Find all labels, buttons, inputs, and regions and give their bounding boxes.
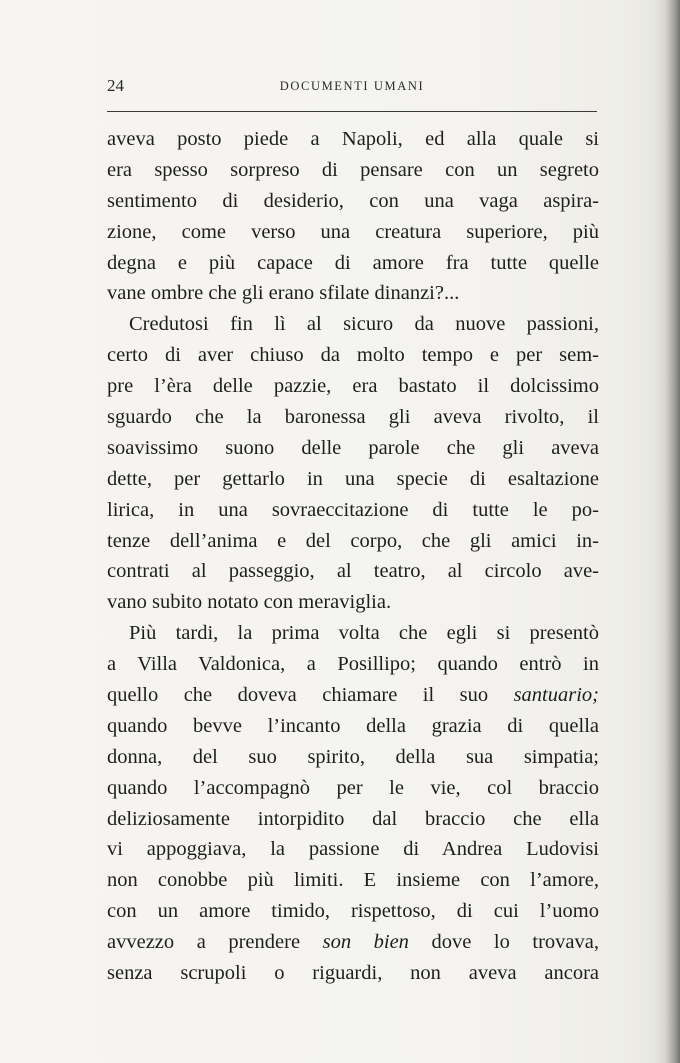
text-line: era spesso sorpreso di pensare con un segreto xyxy=(107,158,599,181)
text-line: Più tardi, la prima volta che egli si presentò xyxy=(129,622,599,645)
text-line: non conobbe più limiti. E insieme con l’amore, xyxy=(107,869,599,892)
text-line: dette, per gettarlo in una specie di esaltazione xyxy=(107,467,599,490)
text-line: vano subito notato con meraviglia. xyxy=(107,591,392,614)
text-line: soavissimo suono delle parole che gli aveva xyxy=(107,436,599,459)
page-number: 24 xyxy=(107,76,124,95)
running-title: DOCUMENTI UMANI xyxy=(279,79,425,93)
text-line: sentimento di desiderio, con una vaga aspira- xyxy=(107,189,599,212)
text-line: certo di aver chiuso da molto tempo e per sem- xyxy=(107,344,599,367)
text-line: zione, come verso una creatura superiore, più xyxy=(107,220,599,243)
text-line: Credutosi fin lì al sicuro da nuove passioni, xyxy=(129,313,599,336)
text-line: contrati al passeggio, al teatro, al circolo ave- xyxy=(107,560,599,583)
text-line: lirica, in una sovraeccitazione di tutte le po- xyxy=(107,498,599,521)
text-line: avvezzo a prendere son bien dove lo trovava, xyxy=(107,931,599,954)
body-text xyxy=(107,124,599,989)
text-line: aveva posto piede a Napoli, ed alla quale si xyxy=(107,128,599,150)
text-line: senza scrupoli o riguardi, non aveva ancora xyxy=(107,962,599,985)
text-line: degna e più capace di amore fra tutte quelle xyxy=(107,251,599,274)
text-line: quando l’accompagnò per le vie, col braccio xyxy=(107,776,599,799)
text-line: sguardo che la baronessa gli aveva rivolto, il xyxy=(107,406,599,429)
book-spine-shadow xyxy=(654,0,680,1063)
page-header xyxy=(107,76,597,100)
text-line: deliziosamente intorpidito dal braccio che ella xyxy=(107,807,599,830)
header-rule xyxy=(107,111,597,112)
text-line: a Villa Valdonica, a Posillipo; quando entrò in xyxy=(107,653,599,676)
text-line: vi appoggiava, la passione di Andrea Ludovisi xyxy=(107,838,599,861)
text-line: pre l’èra delle pazzie, era bastato il dolcissimo xyxy=(107,375,599,398)
text-line: donna, del suo spirito, della sua simpatia; xyxy=(107,745,599,768)
text-line: quello che doveva chiamare il suo santuario; xyxy=(107,684,599,707)
text-line: vane ombre che gli erano sfilate dinanzi?... xyxy=(107,282,460,305)
text-line: con un amore timido, rispettoso, di cui l’uomo xyxy=(107,900,599,923)
text-line: quando bevve l’incanto della grazia di quella xyxy=(107,714,599,737)
text-line: tenze dell’anima e del corpo, che gli amici in- xyxy=(107,529,599,552)
